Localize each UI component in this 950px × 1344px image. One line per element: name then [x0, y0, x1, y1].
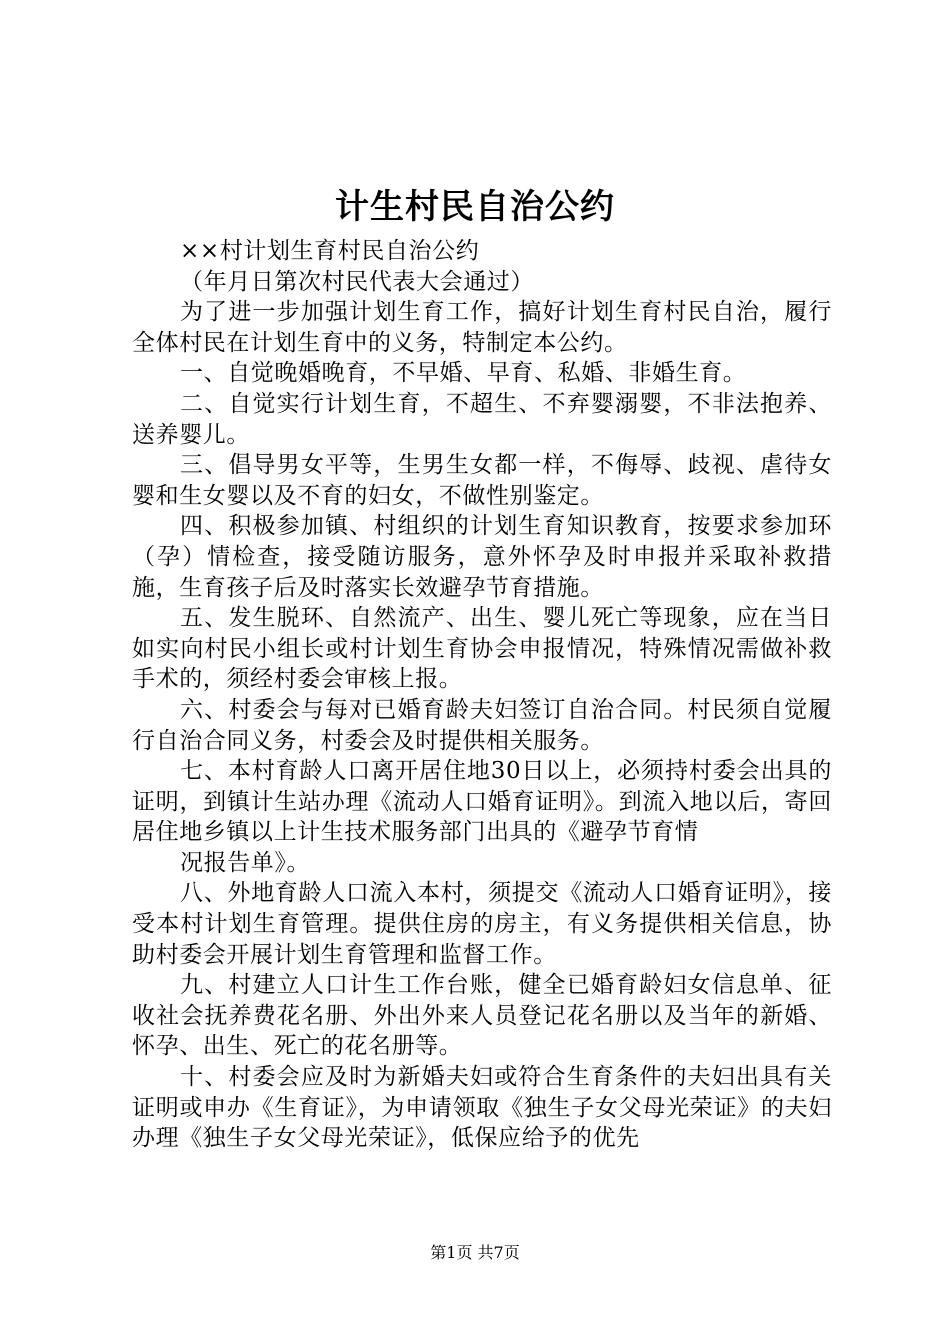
paragraph-article-7-continued: 况报告单》。: [180, 849, 311, 876]
paragraph-article-7: 七、本村育龄人口离开居住地30日以上，必须持村委会出具的证明，到镇计生站办理《流动人口婚育证明》。到流入地以后，寄回居住地乡镇以上计生技术服务部门出具的《避孕节育情: [132, 758, 832, 846]
adoption-note: （年月日第次村民代表大会通过）: [180, 268, 534, 295]
paragraph-article-5: 五、发生脱环、自然流产、出生、婴儿死亡等现象，应在当日如实向村民小组长或村计划生育协会申报情况，特殊情况需做补救手术的，须经村委会审核上报。: [132, 605, 832, 693]
page-footer: 第1页 共7页: [430, 1243, 520, 1262]
paragraph-article-9: 九、村建立人口计生工作台账，健全已婚育龄妇女信息单、征收社会抚养费花名册、外出外来人员登记花名册以及当年的新婚、怀孕、出生、死亡的花名册等。: [132, 972, 832, 1060]
document-body: [132, 236, 832, 1154]
paragraph-article-3: 三、倡导男女平等，生男生女都一样，不侮辱、歧视、虐待女婴和生女婴以及不育的妇女，不做性别鉴定。: [132, 452, 832, 509]
paragraph-preamble: 为了进一步加强计划生育工作，搞好计划生育村民自治，履行全体村民在计划生育中的义务，特制定本公约。: [132, 299, 832, 356]
paragraph-article-10: 十、村委会应及时为新婚夫妇或符合生育条件的夫妇出具有关证明或申办《生育证》，为申请领取《独生子女父母光荣证》的夫妇办理《独生子女父母光荣证》，低保应给予的优先: [132, 1064, 832, 1152]
paragraph-article-8: 八、外地育龄人口流入本村，须提交《流动人口婚育证明》，接受本村计划生育管理。提供住房的房主，有义务提供相关信息，协助村委会开展计划生育管理和监督工作。: [132, 880, 832, 968]
document-subtitle: ××村计划生育村民自治公约: [180, 238, 480, 264]
paragraph-article-4: 四、积极参加镇、村组织的计划生育知识教育，按要求参加环（孕）情检查，接受随访服务，意外怀孕及时申报并采取补救措施，生育孩子后及时落实长效避孕节育措施。: [132, 513, 832, 601]
paragraph-article-2: 二、自觉实行计划生育，不超生、不弃婴溺婴，不非法抱养、送养婴儿。: [132, 390, 832, 448]
paragraph-article-1: 一、自觉晚婚晚育，不早婚、早育、私婚、非婚生育。: [180, 360, 747, 387]
document-title: 计生村民自治公约: [335, 187, 615, 227]
paragraph-article-6: 六、村委会与每对已婚育龄夫妇签订自治合同。村民须自觉履行自治合同义务，村委会及时提供相关服务。: [132, 696, 832, 754]
